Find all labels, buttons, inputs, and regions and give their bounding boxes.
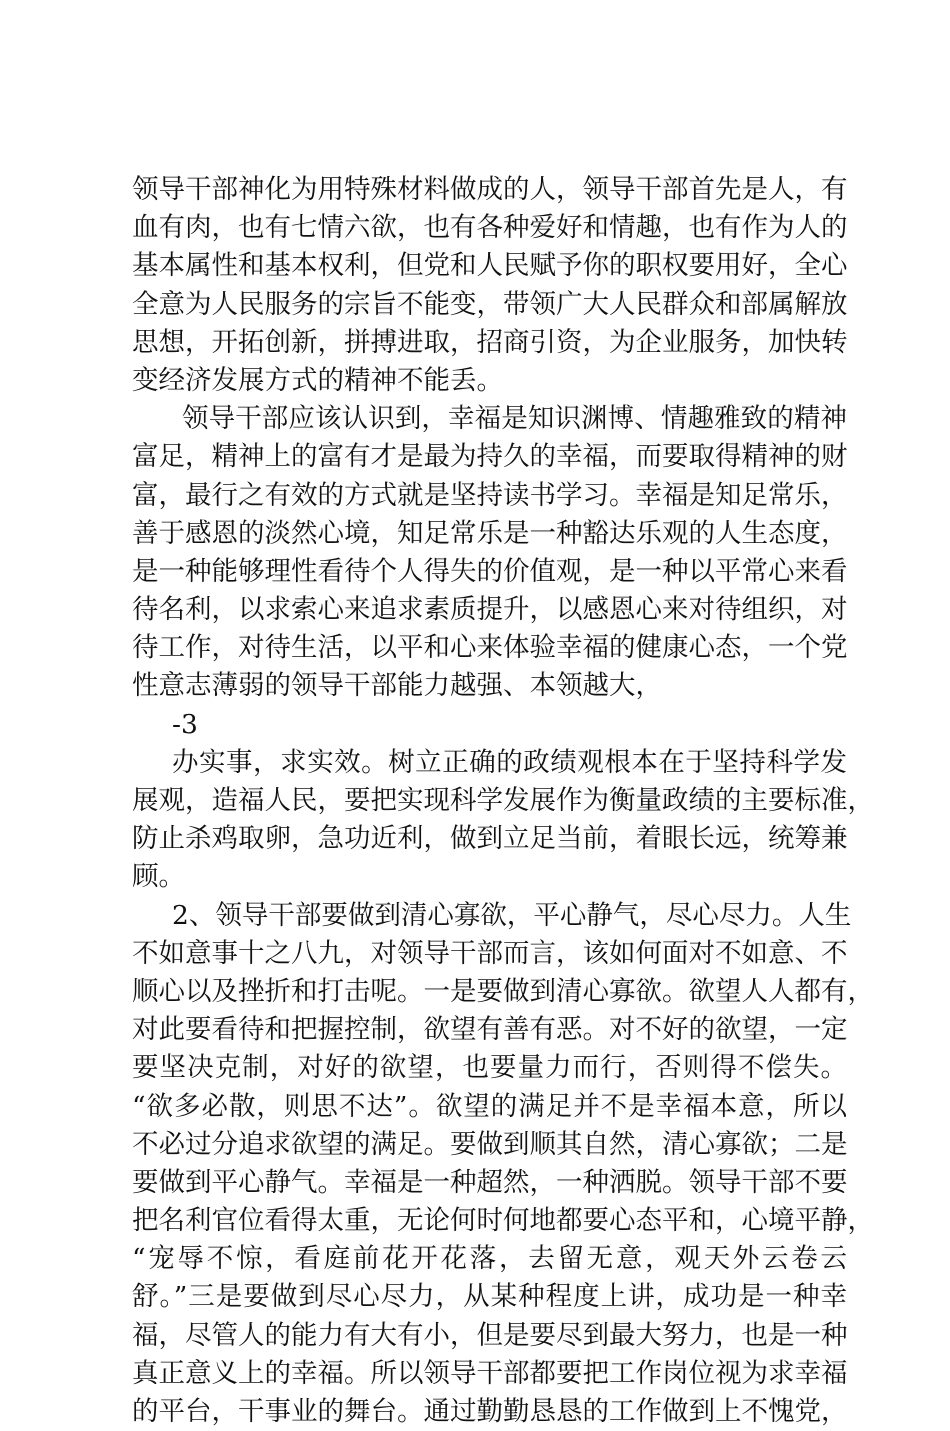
text-line: 顺心以及挫折和打击呢。一是要做到清心寡欲。欲望人人都有， [132, 975, 874, 1007]
text-line: 血有肉，也有七情六欲，也有各种爱好和情趣，也有作为人的 [132, 212, 848, 244]
paragraph-3 [132, 744, 874, 897]
text-line: “宠辱不惊，看庭前花开花落，去留无意，观天外云卷云 [132, 1243, 847, 1275]
text-line: 是一种能够理性看待个人得失的价值观，是一种以平常心来看 [132, 555, 848, 587]
text-line: 待名利，以求索心来追求素质提升，以感恩心来对待组织，对 [132, 594, 848, 626]
text-line: 真正意义上的幸福。所以领导干部都要把工作岗位视为求幸福 [132, 1357, 848, 1389]
text-line: 对此要看待和把握控制，欲望有善有恶。对不好的欲望，一定 [132, 1014, 848, 1046]
text-line: 顾。 [132, 861, 185, 893]
text-line: 的平台，干事业的舞台。通过勤勤恳恳的工作做到上不愧党， [132, 1396, 848, 1427]
text-line: 舒。”三是要做到尽心尽力，从某种程度上讲，成功是一种幸 [132, 1281, 847, 1313]
text-line: 领导干部神化为用特殊材料做成的人，领导干部首先是人，有 [132, 174, 848, 205]
text-line: 办实事，求实效。树立正确的政绩观根本在于坚持科学发 [172, 746, 847, 778]
paragraph-2 [132, 400, 847, 706]
page-marker [132, 706, 847, 744]
text-line: 变经济发展方式的精神不能丢。 [132, 364, 503, 396]
text-line: 性意志薄弱的领导干部能力越强、本领越大， [132, 670, 662, 702]
text-line: 领导干部应该认识到，幸福是知识渊博、情趣雅致的精神 [182, 403, 847, 435]
page-number: -3 [172, 708, 198, 740]
text-line: 基本属性和基本权利，但党和人民赋予你的职权要用好，全心 [132, 250, 848, 282]
paragraph-4 [132, 897, 874, 1431]
text-line: 富，最行之有效的方式就是坚持读书学习。幸福是知足常乐， [132, 479, 848, 511]
text-line: 全意为人民服务的宗旨不能变，带领广大人民群众和部属解放 [132, 288, 848, 320]
text-line: 不如意事十之八九，对领导干部而言，该如何面对不如意、不 [132, 937, 848, 969]
text-line: 福，尽管人的能力有大有小，但是要尽到最大努力，也是一种 [132, 1319, 848, 1351]
text-line: 要坚决克制，对好的欲望，也要量力而行，否则得不偿失。 [132, 1052, 847, 1084]
text-line: 要做到平心静气。幸福是一种超然，一种洒脱。领导干部不要 [132, 1166, 848, 1198]
text-line: 把名利官位看得太重，无论何时何地都要心态平和，心境平静， [132, 1205, 874, 1237]
text-line: “欲多必散，则思不达”。欲望的满足并不是幸福本意，所以 [132, 1090, 847, 1122]
text-line: 不必过分追求欲望的满足。要做到顺其自然，清心寡欲；二是 [132, 1128, 848, 1160]
paragraph-1 [132, 171, 847, 400]
text-line: 展观，造福人民，要把实现科学发展作为衡量政绩的主要标准， [132, 785, 874, 816]
text-line: 思想，开拓创新，拼搏进取，招商引资，为企业服务，加快转 [132, 326, 848, 358]
text-line: 善于感恩的淡然心境，知足常乐是一种豁达乐观的人生态度， [132, 517, 848, 549]
document-body [132, 171, 874, 1431]
text-line: 防止杀鸡取卵，急功近利，做到立足当前，着眼长远，统筹兼 [132, 823, 848, 855]
text-line: 待工作，对待生活，以平和心来体验幸福的健康心态，一个党 [132, 632, 848, 664]
text-line: 2、领导干部要做到清心寡欲，平心静气，尽心尽力。人生 [172, 899, 852, 931]
text-line: 富足，精神上的富有才是最为持久的幸福，而要取得精神的财 [132, 441, 848, 473]
